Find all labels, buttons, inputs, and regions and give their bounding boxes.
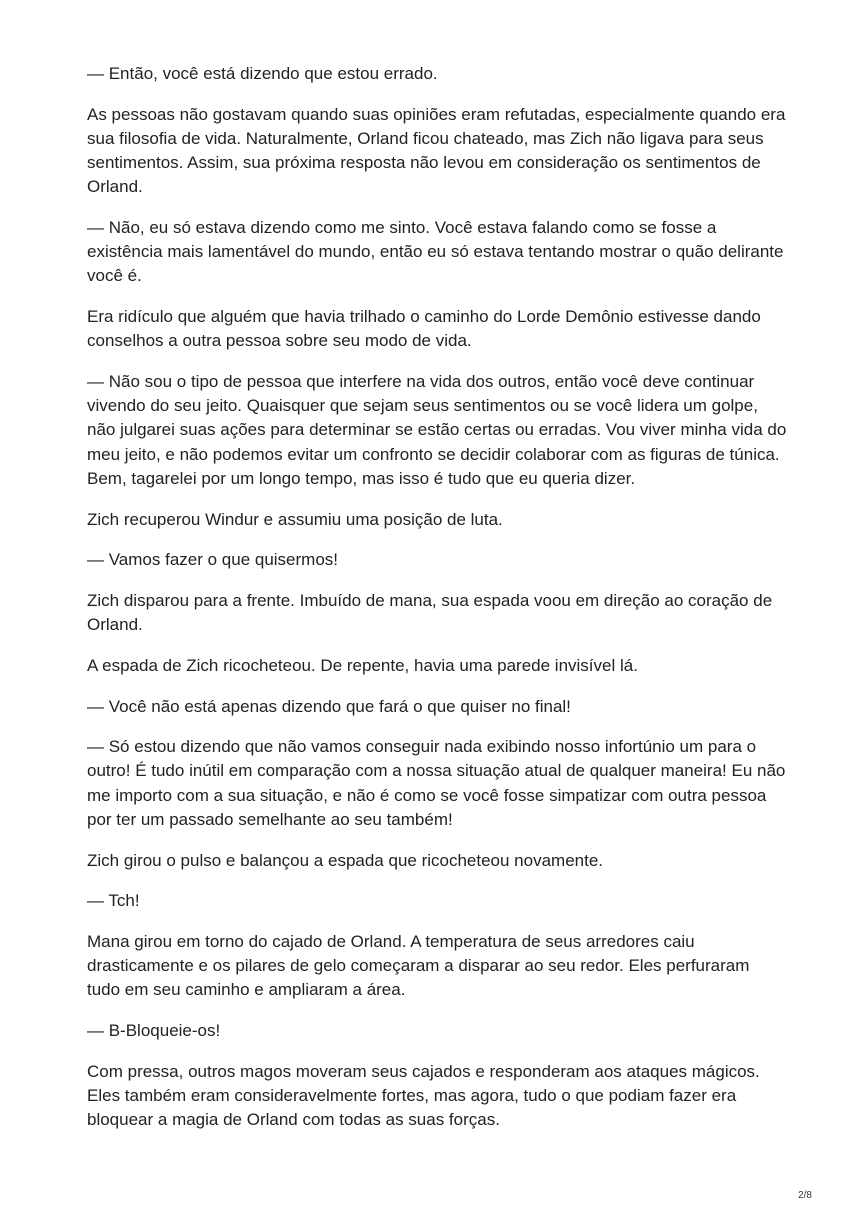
paragraph: Zich recuperou Windur e assumiu uma posição de luta. [87,509,503,529]
paragraph: — Tch! [87,891,140,911]
paragraph: Zich disparou para a frente. Imbuído de mana, sua espada voou em direção ao coração de Orland. [87,590,773,635]
paragraph: — B-Bloqueie-os! [87,1021,221,1041]
paragraph: Com pressa, outros magos moveram seus cajados e responderam aos ataques mágicos. Eles também eram consideravelmente fortes, mas agora, tudo o que podiam fazer era bloquear a magia de Orland com todas as suas forças. [87,1061,760,1130]
paragraph: Era ridículo que alguém que havia trilhado o caminho do Lorde Demônio estivesse dando conselhos a outra pessoa sobre seu modo de vida. [87,307,761,351]
paragraph: — Não, eu só estava dizendo como me sinto. Você estava falando como se fosse a existência mais lamentável do mundo, então eu só estava tentando mostrar o quão delirante você é. [87,218,784,286]
paragraph: As pessoas não gostavam quando suas opiniões eram refutadas, especialmente quando era sua filosofia de vida. Naturalmente, Orland ficou chateado, mas Zich não ligava para seus sentimentos. Assim, sua próxima resposta não levou em consideração os sentimentos de Orland. [87,104,786,197]
paragraph: Zich girou o pulso e balançou a espada que ricocheteou novamente. [87,850,604,870]
document-body [87,62,787,1149]
paragraph: Mana girou em torno do cajado de Orland. A temperatura de seus arredores caiu drasticamente e os pilares de gelo começaram a disparar ao seu redor. Eles perfuraram tudo em seu caminho e ampliaram a área. [87,931,750,1000]
page-number: 2/8 [798,1190,812,1201]
paragraph: — Só estou dizendo que não vamos conseguir nada exibindo nosso infortúnio um para o outro! É tudo inútil em comparação com a nossa situação atual de qualquer maneira! Eu não me importo com a sua situação, e não é como se você fosse simpatizar com outra pessoa por ter um passado semelhante ao seu também! [87,737,786,829]
paragraph: — Então, você está dizendo que estou errado. [87,64,438,83]
paragraph: — Vamos fazer o que quisermos! [87,550,339,570]
paragraph: — Não sou o tipo de pessoa que interfere na vida dos outros, então você deve continuar vivendo do seu jeito. Quaisquer que sejam seus sentimentos ou se você lidera um golpe, não julgarei suas ações para determinar se estão certas ou erradas. Vou viver minha vida do meu jeito, e não podemos evitar um confronto se decidir colaborar com as figuras de túnica. Bem, tagarelei por um longo tempo, mas isso é tudo que eu queria dizer. [87,372,787,488]
paragraph: A espada de Zich ricocheteou. De repente, havia uma parede invisível lá. [87,655,638,675]
paragraph: — Você não está apenas dizendo que fará o que quiser no final! [87,696,571,716]
